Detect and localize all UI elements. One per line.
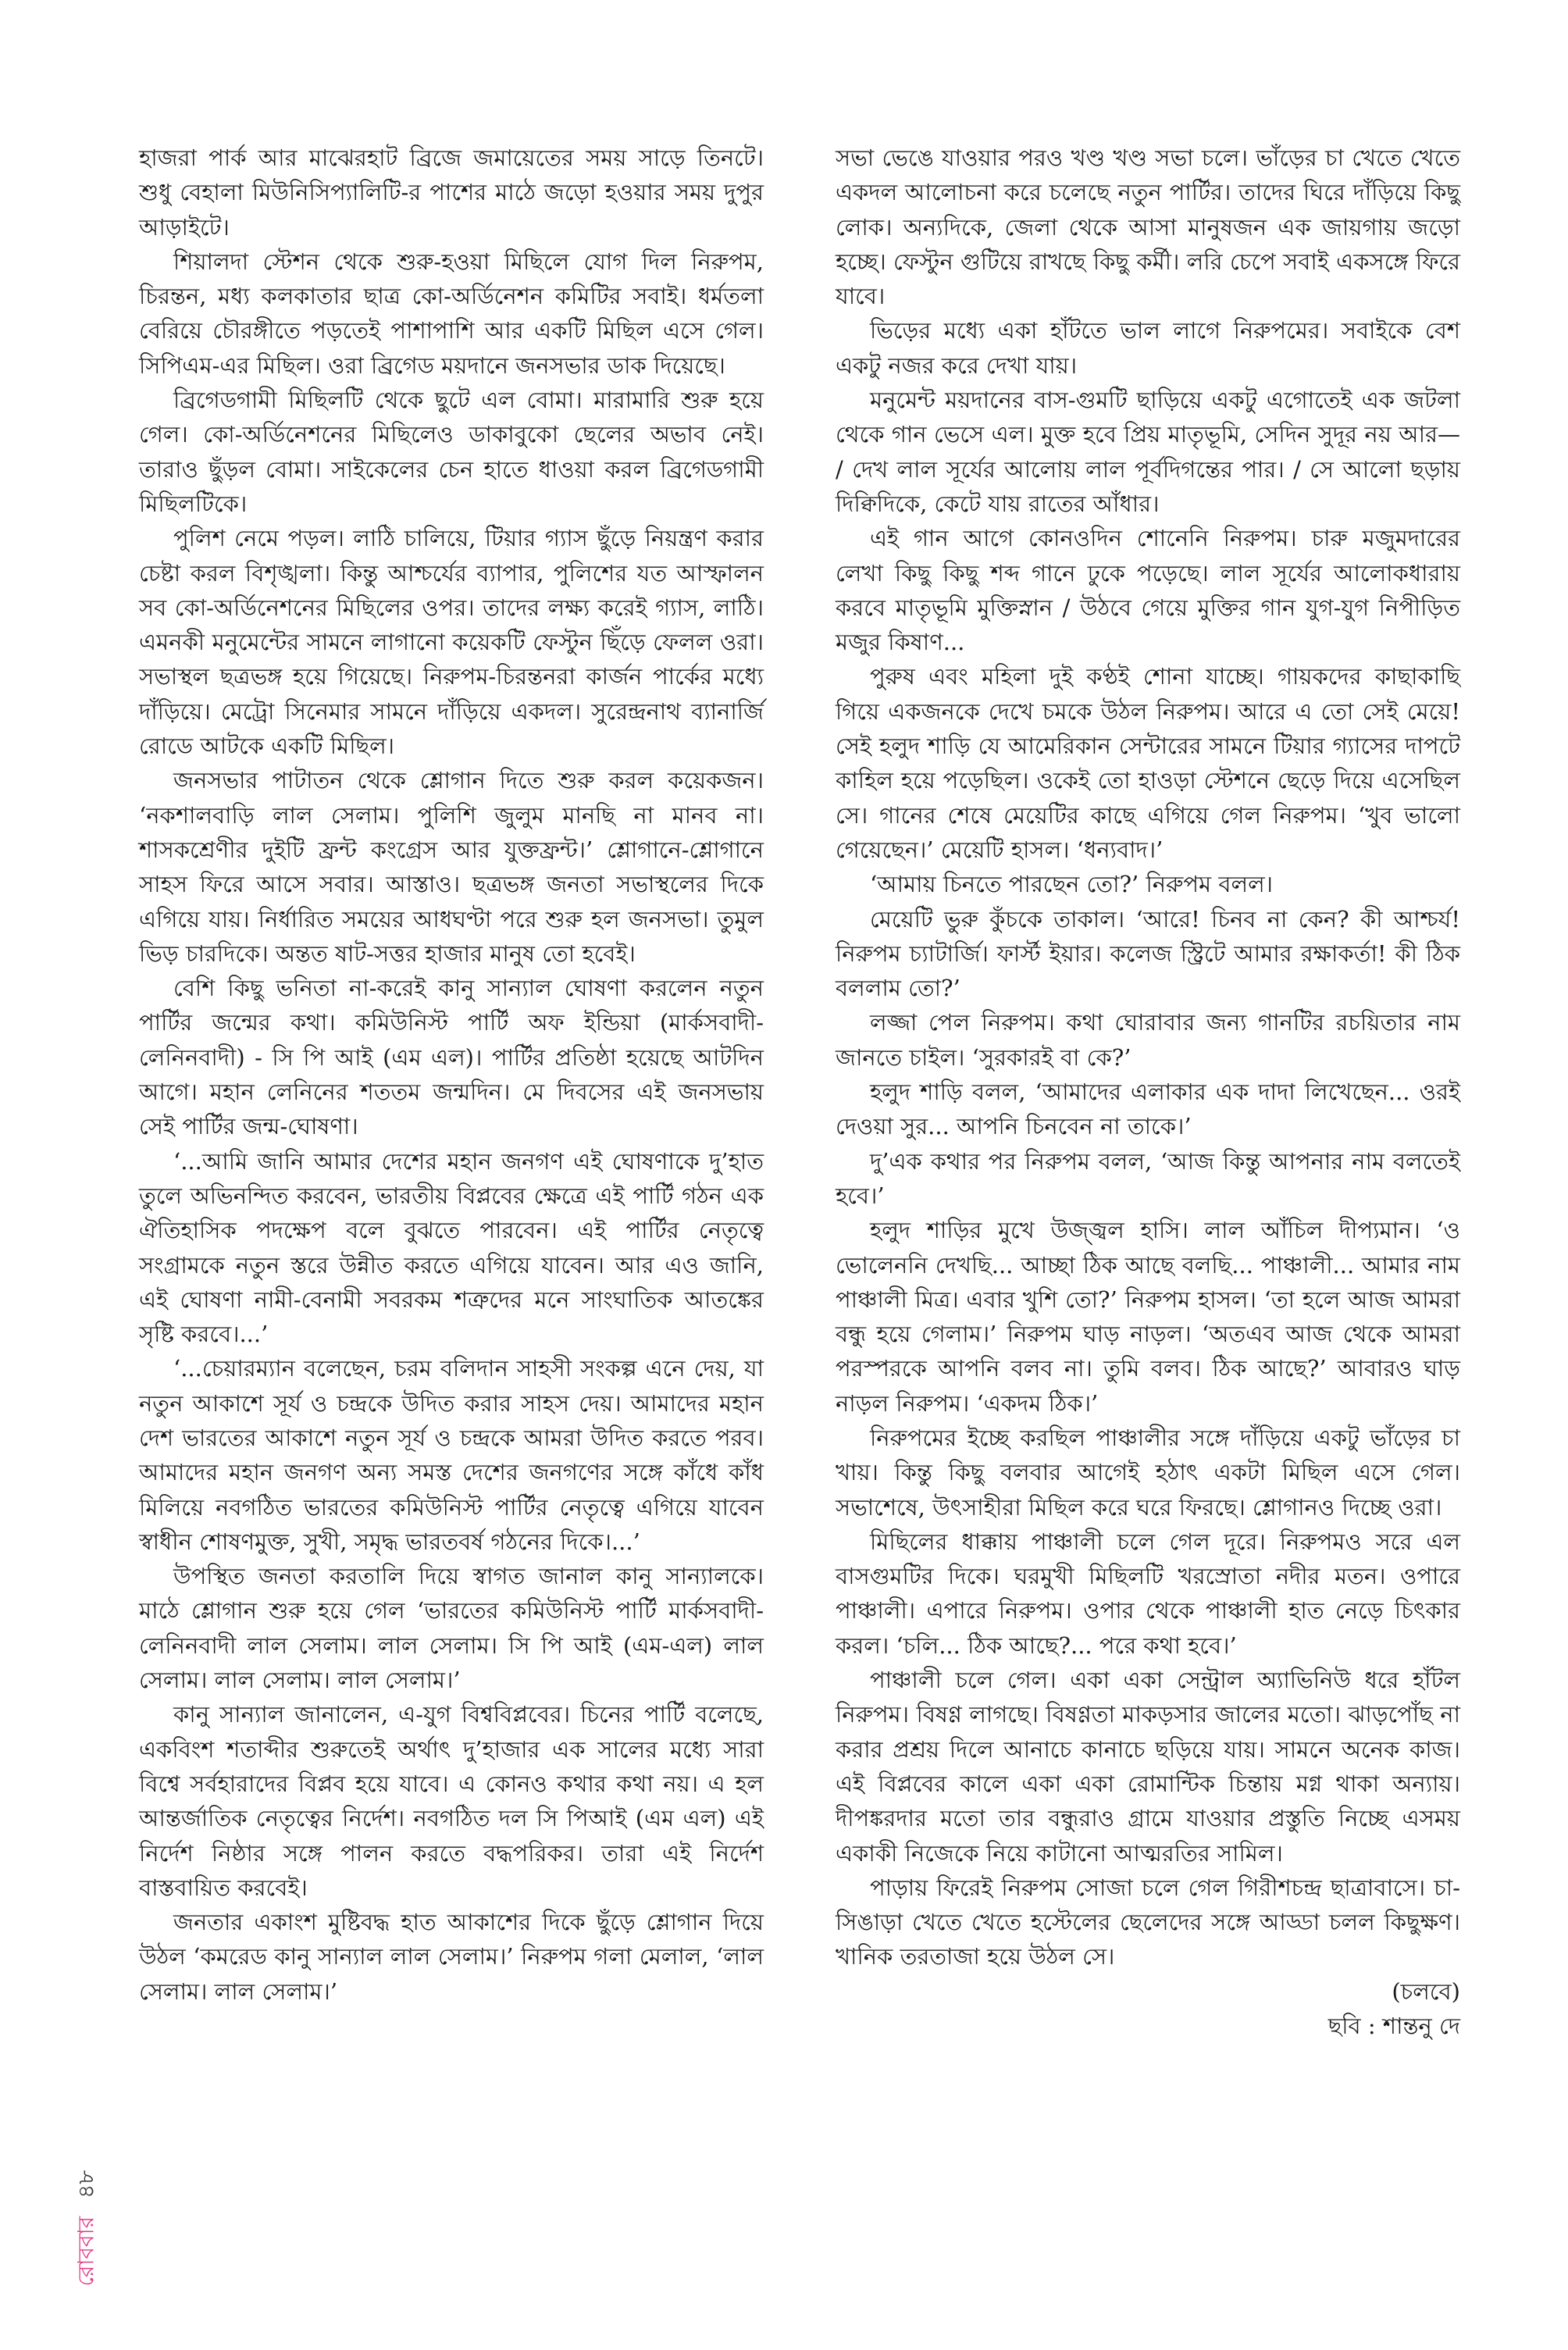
paragraph: মেয়েটি ভুরু কুঁচকে তাকাল। ‘আরে! চিনব না কেন? কী আশ্চর্য! নিরুপম চ্যাটার্জি। ফার্স্ট ইয়ার। কলেজ স্ট্রিটে আমার রক্ষাকর্তা! কী ঠিক বললাম তো?’: [836, 905, 1460, 1002]
paragraph: দু’এক কথার পর নিরুপম বলল, ‘আজ কিন্তু আপনার নাম বলতেই হবে।’: [836, 1147, 1460, 1209]
paragraph: ‘...আমি জানি আমার দেশের মহান জনগণ এই ঘোষণাকে দু’হাত তুলে অভিনন্দিত করবেন, ভারতীয় বিপ্লবের ক্ষেত্রে এই পার্টি গঠন এক ঐতিহাসিক পদক্ষেপ বলে বুঝতে পারবেন। এই পার্টির নেতৃত্বে সংগ্রামকে নতুন স্তরে উন্নীত করতে এগিয়ে যাবেন। আর এও জানি, এই ঘোষণা নামী-বেনামী সবরকম শত্রুদের মনে সাংঘাতিক আতঙ্কের সৃষ্টি করবে।...’: [139, 1147, 764, 1348]
paragraph: জনসভার পাটাতন থেকে শ্লোগান দিতে শুরু করল কয়েকজন। ‘নকশালবাড়ি লাল সেলাম। পুলিশি জুলুম মানছি না মানব না। শাসকশ্রেণীর দুইটি ফ্রন্ট কংগ্রেস আর যুক্তফ্রন্ট।’ শ্লোগানে-শ্লোগানে সাহস ফিরে আসে সবার। আস্তাও। ছত্রভঙ্গ জনতা সভাস্থলের দিকে এগিয়ে যায়। নির্ধারিত সময়ের আধঘণ্টা পরে শুরু হল জনসভা। তুমুল ভিড় চারদিকে। অন্তত ষাট-সত্তর হাজার মানুষ তো হবেই।: [139, 767, 764, 967]
paragraph: সভা ভেঙে যাওয়ার পরও খণ্ড খণ্ড সভা চলে। ভাঁড়ের চা খেতে খেতে একদল আলোচনা করে চলেছে নতুন পার্টির। তাদের ঘিরে দাঁড়িয়ে কিছু লোক। অন্যদিকে, জেলা থেকে আসা মানুষজন এক জায়গায় জড়ো হচ্ছে। ফেস্টুন গুটিয়ে রাখছে কিছু কর্মী। লরি চেপে সবাই একসঙ্গে ফিরে যাবে।: [836, 144, 1460, 310]
folio: [72, 2138, 103, 2318]
paragraph: পাঞ্চালী চলে গেল। একা একা সেন্ট্রাল অ্যাভিনিউ ধরে হাঁটল নিরুপম। বিষণ্ণ লাগছে। বিষণ্ণতা মাকড়সার জালের মতো। ঝাড়পোঁছ না করার প্রশ্রয় দিলে আনাচে কানাচে ছড়িয়ে যায়। সামনে অনেক কাজ। এই বিপ্লবের কালে একা একা রোমান্টিক চিন্তায় মগ্ন থাকা অন্যায়। দীপঙ্করদার মতো তার বন্ধুরাও গ্রামে যাওয়ার প্রস্তুতি নিচ্ছে এসময় একাকী নিজেকে নিয়ে কাটানো আত্মরতির সামিল।: [836, 1667, 1460, 1867]
paragraph: মনুমেন্ট ময়দানের বাস-গুমটি ছাড়িয়ে একটু এগোতেই এক জটলা থেকে গান ভেসে এল। মুক্ত হবে প্রিয় মাতৃভূমি, সেদিন সুদূর নয় আর— / দেখ লাল সূর্যের আলোয় লাল পূর্বদিগন্তের পার। / সে আলো ছড়ায় দিক্বিদিকে, কেটে যায় রাতের আঁধার।: [836, 387, 1460, 517]
paragraph: ‘আমায় চিনতে পারছেন তো?’ নিরুপম বলল।: [870, 871, 1274, 898]
paragraph: জনতার একাংশ মুষ্টিবদ্ধ হাত আকাশের দিকে ছুঁড়ে শ্লোগান দিয়ে উঠল ‘কমরেড কানু সান্যাল লাল সেলাম।’ নিরুপম গলা মেলাল, ‘লাল সেলাম। লাল সেলাম।’: [139, 1909, 764, 2005]
paragraph: মিছিলের ধাক্কায় পাঞ্চালী চলে গেল দূরে। নিরুপমও সরে এল বাসগুমটির দিকে। ঘরমুখী মিছিলটি খরস্রোতা নদীর মতন। ওপারে পাঞ্চালী। এপারে নিরুপম। ওপার থেকে পাঞ্চালী হাত নেড়ে চিৎকার করল। ‘চলি... ঠিক আছে?... পরে কথা হবে।’: [836, 1528, 1460, 1659]
paragraph: ভিড়ের মধ্যে একা হাঁটতে ভাল লাগে নিরুপমের। সবাইকে বেশ একটু নজর করে দেখা যায়।: [836, 317, 1460, 379]
paragraph: হলুদ শাড়ি বলল, ‘আমাদের এলাকার এক দাদা লিখেছেন... ওরই দেওয়া সুর... আপনি চিনবেন না তাকে।’: [836, 1079, 1460, 1140]
paragraph: ব্রিগেডগামী মিছিলটি থেকে ছুটে এল বোমা। মারামারি শুরু হয়ে গেল। কো-অর্ডিনেশনের মিছিলেও ডাকাবুকো ছেলের অভাব নেই। তারাও ছুঁড়ল বোমা। সাইকেলের চেন হাতে ধাওয়া করল ব্রিগেডগামী মিছিলটিকে।: [139, 387, 764, 517]
right-column: [836, 141, 1460, 2043]
paragraph: হলুদ শাড়ির মুখে উজ্জ্বল হাসি। লাল আঁচিল দীপ্যমান। ‘ও ভোলেননি দেখছি... আচ্ছা ঠিক আছে বলছি... পাঞ্চালী... আমার নাম পাঞ্চালী মিত্র। এবার খুশি তো?’ নিরুপম হাসল। ‘তা হলে আজ আমরা বন্ধু হয়ে গেলাম।’ নিরুপম ঘাড় নাড়ল। ‘অতএব আজ থেকে আমরা পরস্পরকে আপনি বলব না। তুমি বলব। ঠিক আছে?’ আবারও ঘাড় নাড়ল নিরুপম। ‘একদম ঠিক।’: [836, 1217, 1460, 1417]
paragraph: হাজরা পার্ক আর মাঝেরহাট ব্রিজে জমায়েতের সময় সাড়ে তিনটে। শুধু বেহালা মিউনিসিপ্যালিটি-র পাশের মাঠে জড়ো হওয়ার সময় দুপুর আড়াইটে।: [139, 144, 764, 241]
magazine-name: [69, 2170, 106, 2287]
paragraph: পুলিশ নেমে পড়ল। লাঠি চালিয়ে, টিয়ার গ্যাস ছুঁড়ে নিয়ন্ত্রণ করার চেষ্টা করল বিশৃঙ্খলা। কিন্তু আশ্চর্যের ব্যাপার, পুলিশের যত আস্ফালন সব কো-অর্ডিনেশনের মিছিলের ওপর। তাদের লক্ষ্য করেই গ্যাস, লাঠি। এমনকী মনুমেন্টের সামনে লাগানো কয়েকটি ফেস্টুন ছিঁড়ে ফেলল ওরা। সভাস্থল ছত্রভঙ্গ হয়ে গিয়েছে। নিরুপম-চিরন্তনরা কার্জন পার্কের মধ্যে দাঁড়িয়ে। মেট্রো সিনেমার সামনে দাঁড়িয়ে একদল। সুরেন্দ্রনাথ ব্যানার্জি রোডে আটকে একটি মিছিল।: [139, 525, 764, 760]
paragraph: বেশি কিছু ভনিতা না-করেই কানু সান্যাল ঘোষণা করলেন নতুন পার্টির জন্মের কথা। কমিউনিস্ট পার্টি অফ ইন্ডিয়া (মার্কসবাদী-লেনিনবাদী) - সি পি আই (এম এল)। পার্টির প্রতিষ্ঠা হয়েছে আটদিন আগে। মহান লেনিনের শততম জন্মদিন। মে দিবসের এই জনসভায় সেই পার্টির জন্ম-ঘোষণা।: [139, 975, 764, 1140]
paragraph: পুরুষ এবং মহিলা দুই কণ্ঠই শোনা যাচ্ছে। গায়কদের কাছাকাছি গিয়ে একজনকে দেখে চমকে উঠল নিরুপম। আরে এ তো সেই মেয়ে! সেই হলুদ শাড়ি যে আমেরিকান সেন্টারের সামনে টিয়ার গ্যাসের দাপটে কাহিল হয়ে পড়েছিল। ওকেই তো হাওড়া স্টেশনে ছেড়ে দিয়ে এসেছিল সে। গানের শেষে মেয়েটির কাছে এগিয়ে গেল নিরুপম। ‘খুব ভালো গেয়েছেন।’ মেয়েটি হাসল। ‘ধন্যবাদ।’: [836, 663, 1460, 863]
paragraph: নিরুপমের ইচ্ছে করছিল পাঞ্চালীর সঙ্গে দাঁড়িয়ে একটু ভাঁড়ের চা খায়। কিন্তু কিছু বলবার আগেই হঠাৎ একটা মিছিল এসে গেল। সভাশেষে, উৎসাহীরা মিছিল করে ঘরে ফিরছে। শ্লোগানও দিচ্ছে ওরা।: [836, 1424, 1460, 1521]
page-number: ৪৮: [73, 2170, 99, 2198]
paragraph: কানু সান্যাল জানালেন, এ-যুগ বিশ্ববিপ্লবের। চিনের পার্টি বলেছে, একবিংশ শতাব্দীর শুরুতেই অর্থাৎ দু’হাজার এক সালের মধ্যে সারা বিশ্বে সর্বহারাদের বিপ্লব হয়ে যাবে। এ কোনও কথার কথা নয়। এ হল আন্তর্জাতিক নেতৃত্বের নির্দেশ। নবগঠিত দল সি পিআই (এম এল) এই নির্দেশ নিষ্ঠার সঙ্গে পালন করতে বদ্ধপরিকর। তারা এই নির্দেশ বাস্তবায়িত করবেই।: [139, 1701, 764, 1901]
paragraph: উপস্থিত জনতা করতালি দিয়ে স্বাগত জানাল কানু সান্যালকে। মাঠে শ্লোগান শুরু হয়ে গেল ‘ভারতের কমিউনিস্ট পার্টি মার্কসবাদী-লেনিনবাদী লাল সেলাম। লাল সেলাম। সি পি আই (এম-এল) লাল সেলাম। লাল সেলাম। লাল সেলাম।’: [139, 1563, 764, 1694]
paragraph: শিয়ালদা স্টেশন থেকে শুরু-হওয়া মিছিলে যোগ দিল নিরুপম, চিরন্তন, মধ্য কলকাতার ছাত্র কো-অর্ডিনেশন কমিটির সবাই। ধর্মতলা বেরিয়ে চৌরঙ্গীতে পড়তেই পাশাপাশি আর একটি মিছিল এসে গেল। সিপিএম-এর মিছিল। ওরা ব্রিগেড ময়দানে জনসভার ডাক দিয়েছে।: [139, 248, 764, 379]
paragraph: ‘...চেয়ারম্যান বলেছেন, চরম বলিদান সাহসী সংকল্প এনে দেয়, যা নতুন আকাশে সূর্য ও চন্দ্রকে উদিত করার সাহস দেয়। আমাদের মহান দেশ ভারতের আকাশে নতুন সূর্য ও চন্দ্রকে আমরা উদিত করতে পরব। আমাদের মহান জনগণ অন্য সমস্ত দেশের জনগণের সঙ্গে কাঁধে কাঁধ মিলিয়ে নবগঠিত ভারতের কমিউনিস্ট পার্টির নেতৃত্বে এগিয়ে যাবেন স্বাধীন শোষণমুক্ত, সুখী, সমৃদ্ধ ভারতবর্ষ গঠনের দিকে।...’: [139, 1355, 764, 1555]
illustration-credit: ছবি : শান্তনু দে: [1327, 2013, 1460, 2040]
magazine-label: রোববার: [73, 2216, 99, 2287]
continued-label: (চলবে): [1392, 1977, 1460, 2005]
left-column: [139, 141, 764, 2009]
paragraph: এই গান আগে কোনওদিন শোনেনি নিরুপম। চারু মজুমদারের লেখা কিছু কিছু শব্দ গানে ঢুকে পড়েছে। লাল সূর্যের আলোকধারায় করবে মাতৃভূমি মুক্তিস্নান / উঠবে গেয়ে মুক্তির গান যুগ-যুগ নিপীড়িত মজুর কিষাণ...: [836, 525, 1460, 656]
paragraph: পাড়ায় ফিরেই নিরুপম সোজা চলে গেল গিরীশচন্দ্র ছাত্রাবাসে। চা-সিঙাড়া খেতে খেতে হস্টেলের ছেলেদের সঙ্গে আড্ডা চলল কিছুক্ষণ। খানিক তরতাজা হয়ে উঠল সে।: [836, 1874, 1460, 1970]
paragraph: লজ্জা পেল নিরুপম। কথা ঘোরাবার জন্য গানটির রচয়িতার নাম জানতে চাইল। ‘সুরকারই বা কে?’: [836, 1009, 1460, 1071]
